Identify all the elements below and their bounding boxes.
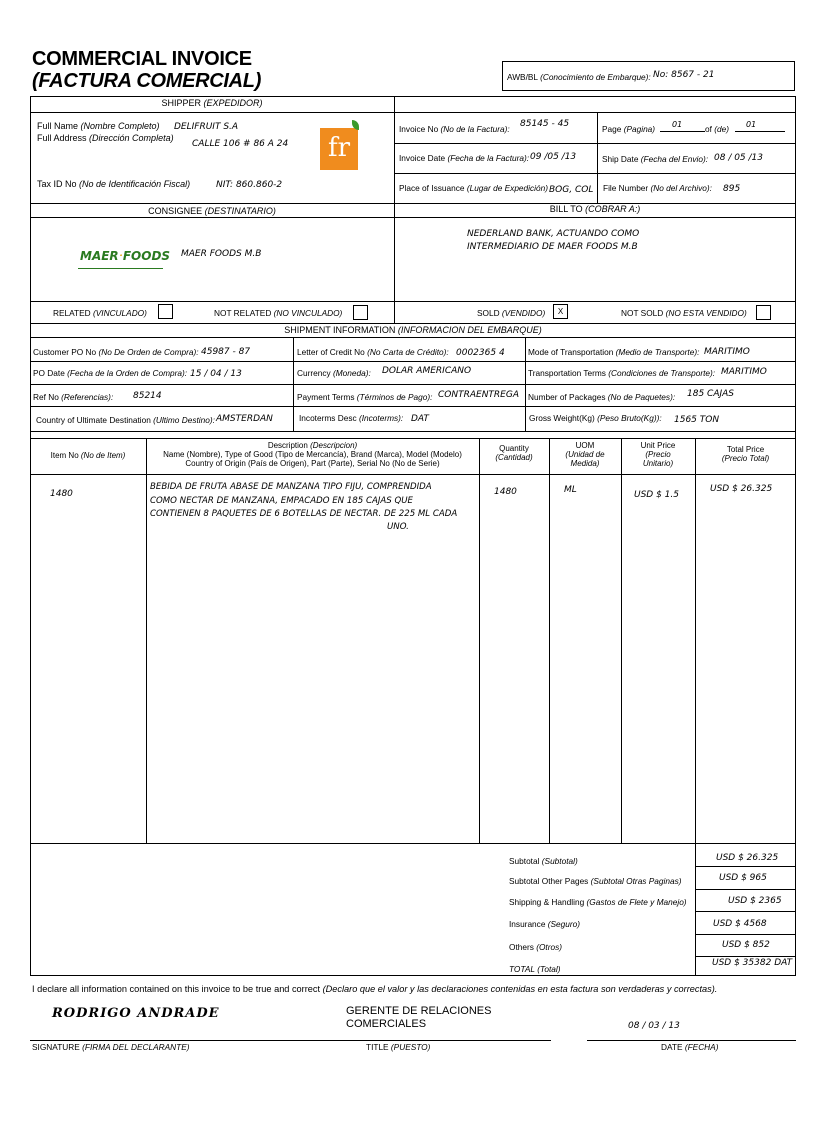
transport-terms-value: MARITIMO: [721, 367, 767, 377]
file-number-label: File Number (No del Archivo):: [603, 183, 712, 193]
other-pages-label: Subtotal Other Pages (Subtotal Otras Paginas): [509, 876, 682, 886]
shipper-address-label: Full Address (Dirección Completa): [37, 133, 174, 143]
row-desc-line-2: COMO NECTAR DE MANZANA, EMPACADO EN 185 CAJAS QUE: [150, 496, 413, 506]
not-sold-label: NOT SOLD (NO ESTA VENDIDO): [621, 308, 747, 318]
po-date-value: 15 / 04 / 13: [190, 369, 242, 379]
customer-po-value: 45987 - 87: [201, 347, 251, 357]
shipper-tax-value: NIT: 860.860-2: [216, 180, 283, 190]
invoice-date-label: Invoice Date (Fecha de la Factura):: [399, 153, 530, 163]
customer-po-label: Customer PO No (No De Orden de Compra):: [33, 347, 199, 357]
row-desc-line-4: UNO.: [387, 522, 409, 532]
invoice-date-value: 09 /05 /13: [530, 152, 577, 162]
bill-to-line-2: INTERMEDIARIO DE MAER FOODS M.B: [467, 242, 638, 252]
row-unit-price: USD $ 1.5: [634, 490, 679, 500]
payment-terms-value: CONTRAENTREGA: [438, 390, 519, 400]
col-unit-price-header: Unit Price (Precio Unitario): [640, 441, 676, 469]
ship-date-value: 08 / 05 /13: [714, 153, 764, 163]
related-label: RELATED (VINCULADO): [53, 308, 147, 318]
file-number-value: 895: [723, 184, 741, 194]
title-value-line-2: COMERCIALES: [346, 1018, 427, 1030]
incoterms-value: DAT: [411, 414, 429, 424]
consignee-section-title: CONSIGNEE (DESTINATARIO): [148, 206, 276, 216]
form-frame: [30, 96, 796, 976]
insurance-value: USD $ 4568: [713, 919, 767, 929]
packages-value: 185 CAJAS: [687, 389, 735, 399]
not-related-label: NOT RELATED (NO VINCULADO): [214, 308, 343, 318]
title-label: TITLE (PUESTO): [366, 1042, 431, 1052]
others-value: USD $ 852: [722, 940, 770, 950]
other-pages-value: USD $ 965: [719, 873, 767, 883]
subtotal-label: Subtotal (Subtotal): [509, 856, 578, 866]
bill-to-section-title: BILL TO (COBRAR A:): [549, 204, 641, 214]
awb-label: AWB/BL (Conocimiento de Embarque):: [507, 72, 651, 82]
shipping-value: USD $ 2365: [728, 896, 782, 906]
subtotal-value: USD $ 26.325: [716, 853, 779, 863]
date-label: DATE (FECHA): [661, 1042, 719, 1052]
incoterms-label: Incoterms Desc (Incoterms):: [299, 413, 404, 423]
col-description-header: Description (Descripcion) Name (Nombre), Type of Good (Tipo de Mercancía), Brand (Marca), Model (Modelo) Country of Origin (País de Origen), Part (Parte), Serial No (No de Serie): [163, 441, 462, 469]
col-total-price-header: Total Price (Precio Total): [721, 445, 770, 464]
bill-to-line-1: NEDERLAND BANK, ACTUANDO COMO: [467, 229, 640, 239]
consignee-name-value: MAER FOODS M.B: [181, 249, 262, 259]
page-label: Page (Pagina): [602, 124, 656, 134]
logo-divider: [78, 268, 163, 269]
transport-mode-label: Mode of Transportation (Medio de Transporte):: [528, 347, 700, 357]
letter-of-credit-label: Letter of Credit No (No Carta de Crédito):: [297, 347, 449, 357]
shipper-full-name-label: Full Name (Nombre Completo): [37, 121, 160, 131]
gross-weight-label: Gross Weight(Kg) (Peso Bruto(Kg)):: [529, 413, 662, 423]
shipping-label: Shipping & Handling (Gastos de Flete y Manejo): [509, 897, 687, 907]
delifruit-logo: fr: [320, 128, 358, 170]
ship-date-label: Ship Date (Fecha del Envio):: [602, 154, 709, 164]
row-quantity: 1480: [494, 487, 517, 497]
gross-weight-value: 1565 TON: [674, 415, 720, 425]
shipper-full-name-value: DELIFRUIT S.A: [174, 122, 239, 132]
row-desc-line-3: CONTIENEN 8 PAQUETES DE 6 BOTELLAS DE NECTAR. DE 225 ML CADA: [150, 509, 458, 519]
row-desc-line-1: BEBIDA DE FRUTA ABASE DE MANZANA TIPO FIJU, COMPRENDIDA: [150, 482, 432, 492]
shipment-section-title: SHIPMENT INFORMATION (INFORMACION DEL EMBARQUE): [284, 325, 542, 335]
col-item-header: Item No (No de Item): [50, 451, 126, 460]
invoice-no-value: 85145 - 45: [520, 119, 570, 129]
col-quantity-header: Quantity (Cantidad): [495, 444, 533, 463]
currency-value: DOLAR AMERICANO: [382, 366, 472, 376]
insurance-label: Insurance (Seguro): [509, 919, 581, 929]
page-value: 01: [672, 120, 683, 129]
shipper-tax-label: Tax ID No (No de Identificación Fiscal): [37, 179, 191, 189]
date-value: 08 / 03 / 13: [628, 1021, 680, 1031]
awb-value: No: 8567 - 21: [653, 70, 715, 80]
row-total-price: USD $ 26.325: [710, 484, 773, 494]
invoice-no-label: Invoice No (No de la Factura):: [399, 124, 510, 134]
total-label: TOTAL (Total): [509, 964, 561, 974]
total-value: USD $ 35382 DAT: [712, 958, 793, 968]
transport-terms-label: Transportation Terms (Condiciones de Transporte):: [528, 368, 716, 378]
destination-label: Country of Ultimate Destination (Ultimo Destino):: [36, 415, 215, 425]
ref-no-value: 85214: [133, 391, 162, 401]
declaration-text: I declare all information contained on this invoice to be true and correct (Declaro que el valor y las declaraciones contenidas en esta factura son verdaderas y correctas).: [32, 984, 718, 994]
packages-label: Number of Packages (No de Paquetes):: [528, 392, 676, 402]
signature-label: SIGNATURE (FIRMA DEL DECLARANTE): [32, 1042, 190, 1052]
sold-checkbox[interactable]: X: [553, 304, 568, 319]
maer-foods-logo: MAER‧FOODS: [80, 249, 171, 263]
row-item-no: 1480: [50, 489, 73, 499]
letter-of-credit-value: 0002365 4: [456, 348, 505, 358]
payment-terms-label: Payment Terms (Términos de Pago):: [297, 392, 433, 402]
ref-no-label: Ref No (Referencias):: [33, 392, 114, 402]
place-label: Place of Issuance (Lugar de Expedición): [399, 183, 548, 193]
row-uom: ML: [564, 485, 577, 495]
po-date-label: PO Date (Fecha de la Orden de Compra):: [33, 368, 188, 378]
col-uom-header: UOM (Unidad de Medida): [565, 441, 605, 469]
not-sold-checkbox[interactable]: [756, 305, 771, 320]
of-label: of (de): [705, 124, 729, 134]
not-related-checkbox[interactable]: [353, 305, 368, 320]
shipper-section-title: SHIPPER (EXPEDIDOR): [161, 98, 263, 108]
sold-label: SOLD (VENDIDO): [477, 308, 546, 318]
of-value: 01: [746, 120, 757, 129]
related-checkbox[interactable]: [158, 304, 173, 319]
transport-mode-value: MARITIMO: [704, 347, 750, 357]
destination-value: AMSTERDAN: [216, 414, 273, 424]
signature-value: RODRIGO ANDRADE: [52, 1006, 220, 1021]
document-title: COMMERCIAL INVOICE: [32, 48, 252, 70]
currency-label: Currency (Moneda):: [297, 368, 371, 378]
document-subtitle: (FACTURA COMERCIAL): [32, 70, 262, 92]
others-label: Others (Otros): [509, 942, 563, 952]
title-value-line-1: GERENTE DE RELACIONES: [346, 1005, 492, 1017]
place-value: BOG, COL: [549, 185, 594, 195]
shipper-address-value: CALLE 106 # 86 A 24: [192, 139, 289, 149]
